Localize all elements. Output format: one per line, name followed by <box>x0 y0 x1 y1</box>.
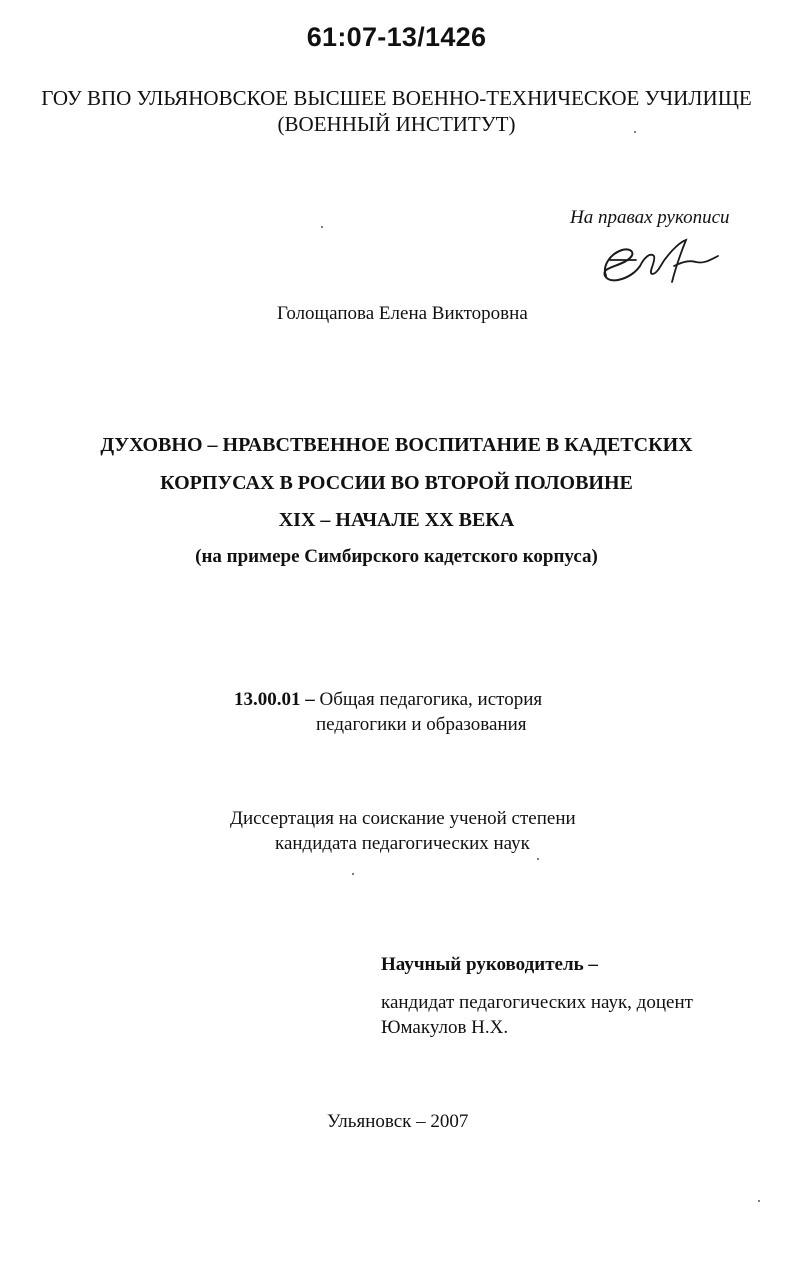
thesis-title-line3: XIX – НАЧАЛЕ XX ВЕКА <box>278 509 515 531</box>
manuscript-rights-note: На правах рукописи <box>570 207 730 228</box>
supervisor-degree: кандидат педагогических наук, доцент <box>381 992 693 1013</box>
specialty-name-part2: педагогики и образования <box>316 714 527 735</box>
scan-speck <box>537 858 539 860</box>
specialty-code: 13.00.01 – <box>234 689 315 710</box>
supervisor-name: Юмакулов Н.Х. <box>381 1017 509 1038</box>
institution-name-line2: (ВОЕННЫЙ ИНСТИТУТ) <box>277 112 516 136</box>
thesis-title-line1: ДУХОВНО – НРАВСТВЕННОЕ ВОСПИТАНИЕ В КАДЕТСКИХ <box>100 434 693 456</box>
dissertation-degree-line2: кандидата педагогических наук <box>275 833 530 854</box>
place-and-year: Ульяновск – 2007 <box>327 1111 469 1132</box>
institution-name-line1: ГОУ ВПО УЛЬЯНОВСКОЕ ВЫСШЕЕ ВОЕННО-ТЕХНИЧЕСКОЕ УЧИЛИЩЕ <box>41 86 752 110</box>
scan-speck <box>758 1200 760 1202</box>
author-name: Голощапова Елена Викторовна <box>277 303 528 324</box>
specialty-line1 <box>234 689 542 711</box>
scan-speck <box>634 131 636 133</box>
thesis-title-line2: КОРПУСАХ В РОССИИ ВО ВТОРОЙ ПОЛОВИНЕ <box>160 472 633 494</box>
specialty-name-part1: Общая педагогика, история <box>314 689 543 710</box>
supervisor-heading: Научный руководитель – <box>381 954 598 975</box>
handwritten-signature <box>596 236 722 288</box>
scan-speck <box>321 226 323 228</box>
dissertation-degree-line1: Диссертация на соискание ученой степени <box>230 808 576 829</box>
archive-code: 61:07-13/1426 <box>306 22 487 52</box>
thesis-subtitle: (на примере Симбирского кадетского корпуса) <box>195 546 598 567</box>
scan-speck <box>352 873 354 875</box>
